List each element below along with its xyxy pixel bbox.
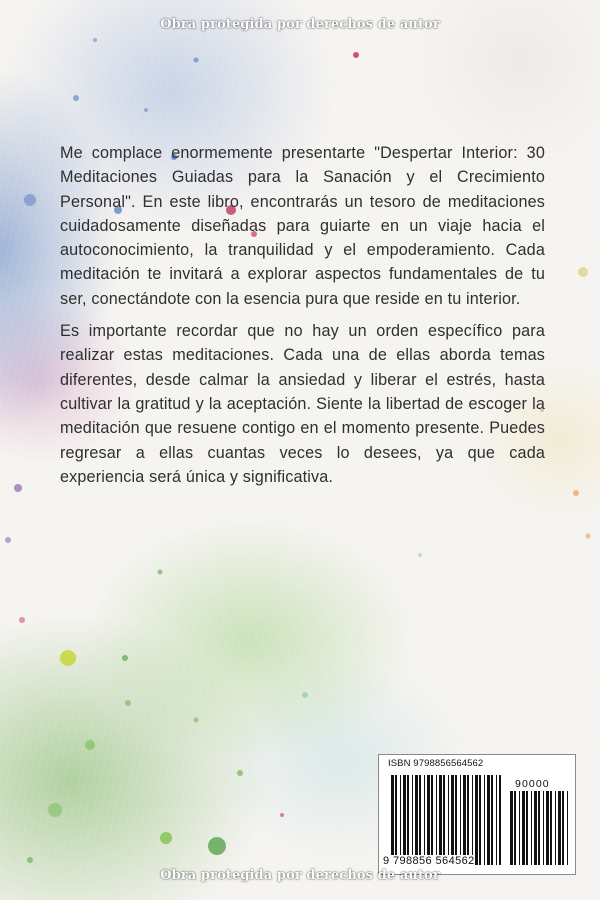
barcode-bar bbox=[391, 775, 394, 865]
barcode-bar bbox=[496, 775, 497, 865]
barcode-bar bbox=[431, 775, 433, 865]
barcode-bar bbox=[491, 775, 493, 865]
barcode-bar bbox=[451, 775, 454, 865]
barcode-bar bbox=[562, 791, 564, 865]
price-code: 90000 bbox=[515, 778, 550, 790]
barcode-bar bbox=[543, 791, 544, 865]
barcode-bar bbox=[519, 791, 520, 865]
barcode-bar bbox=[550, 791, 552, 865]
barcode-bar bbox=[467, 775, 469, 865]
barcode-bar bbox=[463, 775, 466, 865]
description-paragraph-1: Me complace enormemente presentarte "Despertar Interior: 30 Meditaciones Guiadas para la Sanación y el Crecimiento Personal". En este libro, encontrarás un tesoro de meditaciones cuidadosamente diseñadas para guiarte en un viaje hacia el autoconocimiento, la tranquilidad y el empoderamiento. Cada meditación te invitará a explorar aspectos fundamentales de tu ser, conectándote con la esencia pura que reside en tu interior. bbox=[60, 144, 545, 308]
copyright-watermark-top: Obra protegida por derechos de autor bbox=[160, 17, 440, 32]
barcode-bar bbox=[555, 791, 556, 865]
barcode-bar bbox=[439, 775, 442, 865]
barcode-bar bbox=[460, 775, 461, 865]
barcode-bar bbox=[395, 775, 397, 865]
barcode-bar bbox=[436, 775, 437, 865]
barcode-bar bbox=[443, 775, 445, 865]
barcode-bar bbox=[499, 775, 501, 865]
isbn-label: ISBN 9798856564562 bbox=[388, 758, 484, 769]
barcode-bar bbox=[448, 775, 449, 865]
barcode-bar bbox=[407, 775, 409, 865]
isbn-barcode-box bbox=[378, 754, 576, 875]
back-cover-description bbox=[60, 141, 545, 497]
barcode-bar bbox=[538, 791, 540, 865]
barcode-bar bbox=[403, 775, 406, 865]
barcode-bar bbox=[546, 791, 549, 865]
copyright-watermark-bottom: Obra protegida por derechos de autor bbox=[160, 868, 440, 883]
barcode-bar bbox=[415, 775, 418, 865]
barcode-bar bbox=[400, 775, 401, 865]
barcode-digits: 9 798856 564562 bbox=[383, 855, 475, 867]
barcode-bar bbox=[472, 775, 473, 865]
barcode-bar bbox=[479, 775, 481, 865]
barcode-bar bbox=[514, 791, 516, 865]
barcode-bar bbox=[526, 791, 528, 865]
barcode-bar bbox=[487, 775, 490, 865]
barcode-bar bbox=[475, 775, 478, 865]
barcode-bar bbox=[534, 791, 537, 865]
barcode-bar bbox=[484, 775, 485, 865]
barcode-bar bbox=[419, 775, 421, 865]
barcode-bar bbox=[424, 775, 425, 865]
barcode-bar bbox=[531, 791, 532, 865]
barcode-bar bbox=[427, 775, 430, 865]
barcode-bar bbox=[455, 775, 457, 865]
description-paragraph-2: Es importante recordar que no hay un orden específico para realizar estas meditaciones. Cada una de ellas aborda temas diferentes, desde calmar la ansiedad y liberar el estrés, hasta cultivar la gratitud y la aceptación. Siente la libertad de escoger la meditación que resuene contigo en el momento presente. Puedes regresar a ellas cuantas veces lo desees, ya que cada experiencia será única y significativa. bbox=[60, 322, 545, 486]
barcode-bar bbox=[522, 791, 525, 865]
barcode-bar bbox=[510, 791, 513, 865]
barcode-bar bbox=[412, 775, 413, 865]
barcode-bar bbox=[558, 791, 561, 865]
barcode-bar bbox=[567, 791, 568, 865]
